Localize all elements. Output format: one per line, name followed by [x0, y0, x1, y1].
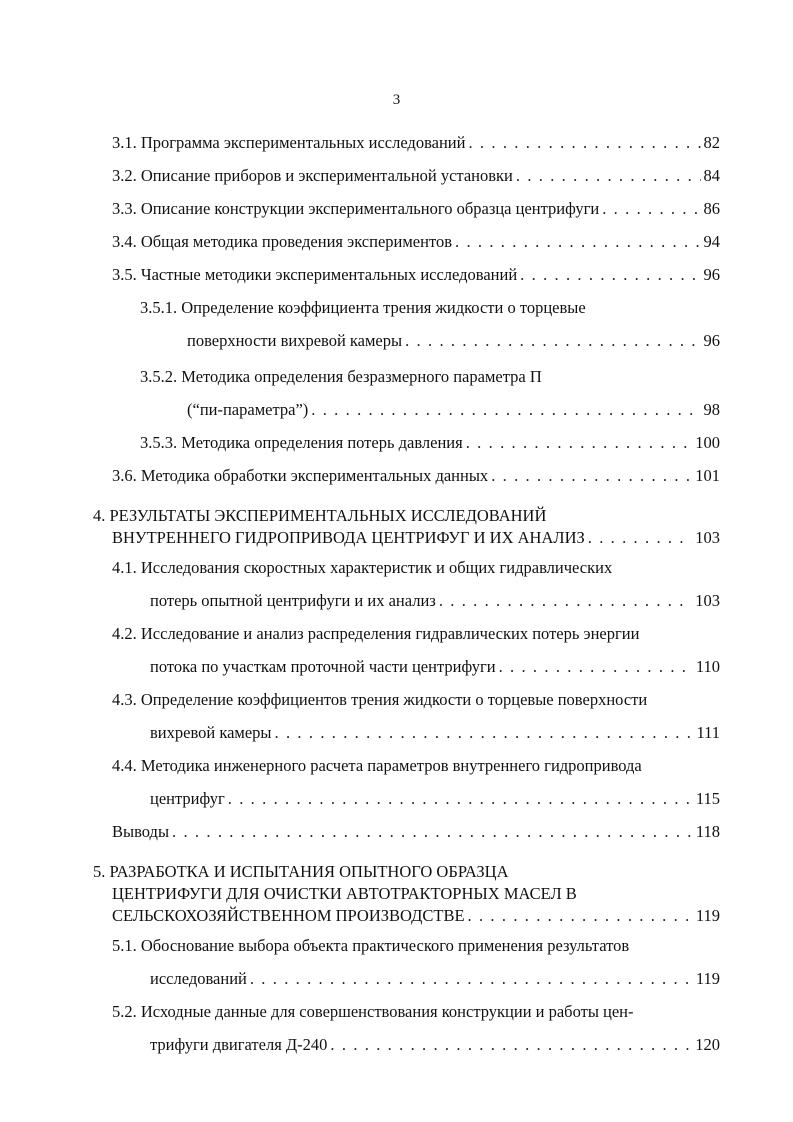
toc-entry-title: 3.5.1. Определение коэффициента трения жидкости о торцевые [140, 298, 586, 317]
toc-entry-5-1 [112, 935, 720, 957]
leader-dots [499, 656, 693, 678]
toc-entry-title: 5.2. Исходные данные для совершенствования конструкции и работы цен- [112, 1002, 634, 1021]
toc-entry-title: потока по участкам проточной части центрифуги [150, 657, 496, 676]
toc-chapter-title: ВНУТРЕННЕГО ГИДРОПРИВОДА ЦЕНТРИФУГ И ИХ АНАЛИЗ [112, 528, 585, 547]
leader-dots [330, 1034, 692, 1056]
leader-dots [250, 968, 693, 990]
toc-entry-title: 4.2. Исследование и анализ распределения гидравлических потерь энергии [112, 624, 640, 643]
toc-entry-4-3-cont [150, 722, 720, 744]
toc-entry-title: 4.4. Методика инженерного расчета параметров внутреннего гидропривода [112, 756, 642, 775]
toc-entry-3-5 [112, 264, 720, 286]
toc-chapter-5-cont-1 [112, 883, 720, 905]
toc-entry-3-5-3 [140, 432, 720, 454]
toc-entry-title: 3.4. Общая методика проведения экспериментов [112, 232, 452, 251]
leader-dots [311, 399, 700, 421]
toc-chapter-title: СЕЛЬСКОХОЗЯЙСТВЕННОМ ПРОИЗВОДСТВЕ [112, 906, 465, 925]
toc-entry-5-1-cont [150, 968, 720, 990]
leader-dots [588, 527, 693, 549]
leader-dots [491, 465, 692, 487]
toc-entry-page: 96 [703, 265, 720, 284]
toc-entry-3-5-2 [140, 366, 720, 388]
leader-dots [468, 905, 693, 927]
toc-entry-5-2-cont [150, 1034, 720, 1056]
toc-entry-4-2 [112, 623, 720, 645]
toc-entry-title: 3.1. Программа экспериментальных исследований [112, 133, 466, 152]
toc-entry-3-5-2-cont [187, 399, 720, 421]
toc-entry-page: 103 [695, 528, 720, 547]
toc-entry-title: трифуги двигателя Д-240 [150, 1035, 328, 1054]
toc-entry-page: 110 [695, 657, 720, 676]
leader-dots [466, 432, 693, 454]
toc-chapter-title: ЦЕНТРИФУГИ ДЛЯ ОЧИСТКИ АВТОТРАКТОРНЫХ МАСЕЛ В [112, 884, 577, 903]
toc-entry-3-5-1 [140, 297, 720, 319]
toc-entry-title: 5.1. Обоснование выбора объекта практического применения результатов [112, 936, 630, 955]
toc-entry-3-6 [112, 465, 720, 487]
toc-entry-page: 119 [695, 906, 720, 925]
leader-dots [228, 788, 693, 810]
toc-entry-page: 100 [695, 433, 720, 452]
toc-entry-3-3 [112, 198, 720, 220]
toc-entry-title: исследований [150, 969, 247, 988]
toc-entry-title: поверхности вихревой камеры [187, 331, 403, 350]
toc-entry-title: 3.2. Описание приборов и экспериментальной установки [112, 166, 513, 185]
toc-entry-4-4-cont [150, 788, 720, 810]
toc-entry-title: потерь опытной центрифуги и их анализ [150, 591, 436, 610]
toc-chapter-title: 4. РЕЗУЛЬТАТЫ ЭКСПЕРИМЕНТАЛЬНЫХ ИССЛЕДОВАНИЙ [93, 506, 547, 525]
toc-entry-page: 86 [703, 199, 720, 218]
toc-entry-4-2-cont [150, 656, 720, 678]
toc-entry-page: 96 [703, 331, 720, 350]
leader-dots [520, 264, 700, 286]
toc-chapter-5-cont-2 [112, 905, 720, 927]
toc-chapter-4-cont [112, 527, 720, 549]
toc-entry-5-2 [112, 1001, 720, 1023]
toc-entry-3-5-1-cont [187, 330, 720, 352]
leader-dots [468, 132, 700, 154]
toc-entry-page: 118 [695, 822, 720, 841]
toc-entry-title: 3.5. Частные методики экспериментальных исследований [112, 265, 518, 284]
toc-entry-page: 98 [703, 400, 720, 419]
toc-entry-title: 3.3. Описание конструкции экспериментального образца центрифуги [112, 199, 600, 218]
leader-dots [172, 821, 693, 843]
page-number: 3 [392, 92, 401, 108]
toc-entry-conclusions [112, 821, 720, 843]
toc-entry-4-3 [112, 689, 720, 711]
leader-dots [439, 590, 692, 612]
leader-dots [275, 722, 694, 744]
toc-entry-title: 3.5.2. Методика определения безразмерного параметра П [140, 367, 542, 386]
toc-entry-4-1 [112, 557, 720, 579]
toc-entry-3-2 [112, 165, 720, 187]
leader-dots [516, 165, 701, 187]
toc-entry-3-4 [112, 231, 720, 253]
toc-entry-title: вихревой камеры [150, 723, 272, 742]
toc-entry-page: 115 [695, 789, 720, 808]
toc-entry-3-1 [112, 132, 720, 154]
toc-entry-title: 3.6. Методика обработки экспериментальных данных [112, 466, 489, 485]
toc-entry-title: (“пи-параметра”) [187, 400, 309, 419]
toc-chapter-4 [93, 505, 720, 527]
leader-dots [405, 330, 700, 352]
toc-entry-page: 101 [695, 466, 720, 485]
toc-entry-4-1-cont [150, 590, 720, 612]
toc-entry-page: 111 [696, 723, 720, 742]
toc-chapter-5 [93, 861, 720, 883]
leader-dots [602, 198, 700, 220]
toc-entry-page: 82 [703, 133, 720, 152]
toc-entry-title: 4.1. Исследования скоростных характеристик и общих гидравлических [112, 558, 613, 577]
leader-dots [455, 231, 701, 253]
toc-entry-page: 120 [695, 1035, 720, 1054]
toc-chapter-title: 5. РАЗРАБОТКА И ИСПЫТАНИЯ ОПЫТНОГО ОБРАЗЦА [93, 862, 509, 881]
toc-entry-page: 94 [703, 232, 720, 251]
toc-entry-4-4 [112, 755, 720, 777]
toc-entry-page: 84 [703, 166, 720, 185]
toc-entry-page: 119 [695, 969, 720, 988]
toc-entry-page: 103 [695, 591, 720, 610]
toc-entry-title: 4.3. Определение коэффициентов трения жидкости о торцевые поверхности [112, 690, 648, 709]
toc-entry-title: Выводы [112, 822, 170, 841]
toc-entry-title: 3.5.3. Методика определения потерь давления [140, 433, 463, 452]
toc-entry-title: центрифуг [150, 789, 225, 808]
